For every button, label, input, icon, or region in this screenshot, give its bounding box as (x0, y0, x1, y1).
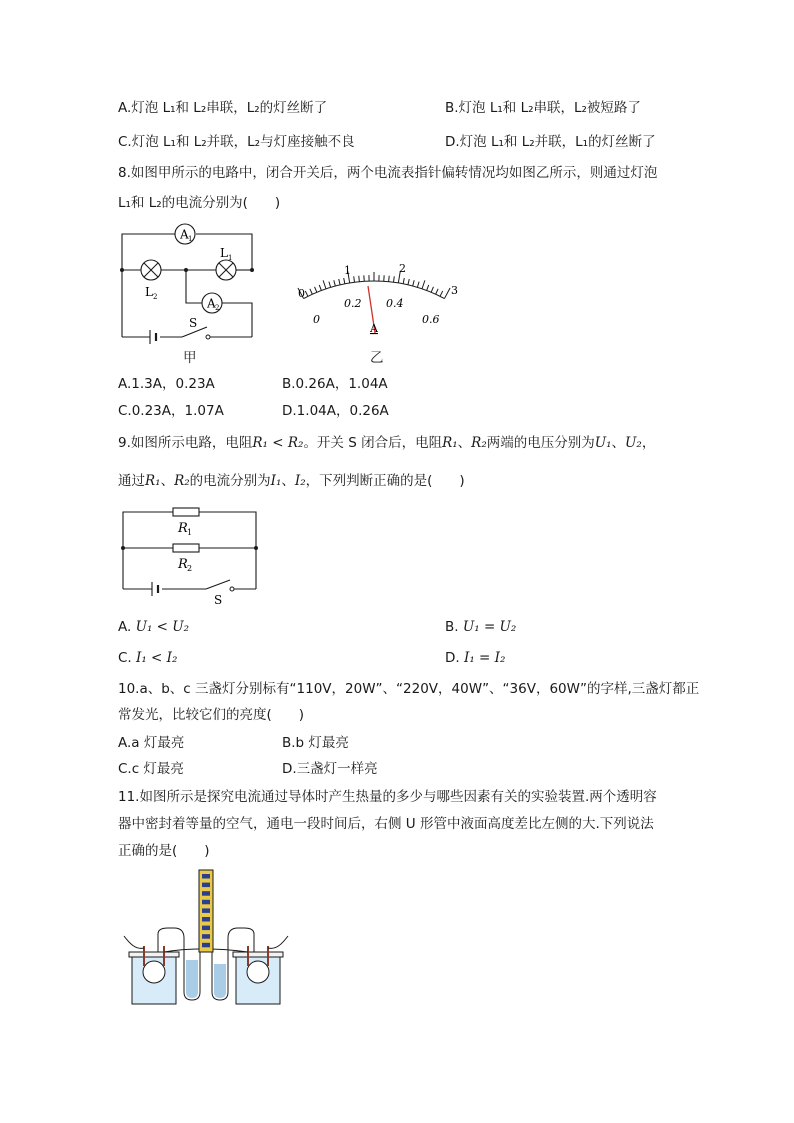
ruler-stripe (202, 883, 210, 888)
dial-tick (389, 276, 390, 282)
svg-text:A: A (207, 296, 216, 311)
top-scale-0: 0 (298, 287, 305, 300)
caption-jia: 甲 (183, 350, 197, 366)
dial-tick (310, 289, 312, 294)
q10-stem-line1: 10.a、b、c 三盏灯分别标有“110V，20W”、“220V，40W”、“36V，60W”的字样,三盏灯都正 (118, 681, 700, 697)
top-scale-1: 1 (344, 264, 351, 277)
q7-option-a: A.灯泡 L₁和 L₂串联，L₂的灯丝断了 (118, 100, 328, 116)
svg-text:1: 1 (187, 528, 193, 537)
dial-unit-a: A (370, 322, 378, 335)
label-switch-s: S (214, 593, 223, 607)
dial-tick (427, 285, 429, 291)
dial-tick (305, 291, 308, 296)
ammeter-dial-yi (286, 256, 466, 336)
dial-tick (403, 278, 404, 284)
dial-tick (329, 282, 331, 288)
heat-experiment-apparatus (118, 868, 294, 1008)
label-l2: L (145, 285, 153, 299)
svg-text:A: A (180, 227, 189, 242)
q11-stem-line3: 正确的是( ) (118, 843, 210, 859)
ammeter-a2 (202, 293, 222, 313)
dial-tick (413, 280, 415, 286)
q9-option-a: A. U₁ < U₂ (118, 619, 190, 635)
left-resistor-coil (143, 961, 165, 983)
q10-option-c: C.c 灯最亮 (118, 761, 184, 777)
ruler-stripe (202, 934, 210, 939)
circuit-diagram-q9 (118, 502, 263, 607)
top-scale-3: 3 (451, 284, 458, 297)
q8-option-a: A.1.3A，0.23A (118, 376, 215, 392)
dial-tick (436, 289, 438, 294)
dial-tick (417, 282, 419, 288)
ruler-stripe (202, 891, 210, 896)
resistor-r1 (173, 508, 199, 516)
q8-stem-line2: L₁和 L₂的电流分别为( ) (118, 195, 281, 211)
svg-text:2: 2 (187, 564, 193, 573)
q10-option-b: B.b 灯最亮 (282, 735, 349, 751)
svg-text:2: 2 (215, 304, 220, 312)
q7-option-d: D.灯泡 L₁和 L₂并联，L₁的灯丝断了 (445, 134, 656, 150)
q8-option-c: C.0.23A，1.07A (118, 403, 224, 419)
bottom-scale-0-4: 0.4 (386, 297, 404, 310)
ruler-stripe (202, 874, 210, 879)
dial-tick (422, 280, 425, 289)
lamp-l1 (216, 260, 236, 280)
ruler-stripe (202, 908, 210, 913)
q9-stem-line2: 通过R₁、R₂的电流分别为I₁、I₂，下列判断正确的是( ) (118, 473, 465, 489)
ruler-stripe (202, 926, 210, 931)
ammeter-a1 (175, 224, 195, 244)
dial-tick (315, 287, 317, 293)
q9-option-b: B. U₁ = U₂ (445, 619, 517, 635)
dial-tick (319, 285, 321, 291)
label-r1: R (178, 521, 188, 536)
bottom-scale-0-6: 0.6 (422, 313, 440, 326)
dial-tick (334, 280, 336, 286)
dial-tick (444, 288, 450, 299)
q8-stem-line1: 8.如图甲所示的电路中，闭合开关后，两个电流表指针偏转情况均如图乙所示，则通过灯泡 (118, 165, 658, 181)
svg-text:2: 2 (153, 293, 158, 301)
dial-tick (339, 279, 340, 285)
q9-stem-line1: 9.如图所示电路，电阻R₁ < R₂。开关 S 闭合后，电阻R₁、R₂两端的电压分别为U₁、U₂， (118, 435, 656, 451)
lamp-l2 (141, 260, 161, 280)
q11-stem-line2: 器中密封着等量的空气，通电一段时间后，右侧 U 形管中液面高度差比左侧的大.下列说法 (118, 816, 654, 832)
dial-tick (344, 278, 345, 284)
label-switch-s: S (189, 316, 198, 330)
circuit-diagram-jia (112, 222, 262, 368)
dial-tick (431, 287, 433, 293)
bottom-scale-0: 0 (313, 313, 320, 326)
caption-yi: 乙 (370, 350, 384, 366)
q10-option-d: D.三盏灯一样亮 (282, 761, 378, 777)
dial-tick (323, 280, 326, 289)
q9-option-c: C. I₁ < I₂ (118, 650, 178, 666)
ruler-stripe (202, 943, 210, 948)
dial-scale (298, 271, 450, 298)
q8-option-d: D.1.04A，0.26A (282, 403, 389, 419)
q11-stem-line1: 11.如图所示是探究电流通过导体时产生热量的多少与哪些因素有关的实验装置.两个透明容 (118, 789, 657, 805)
label-r2: R (178, 557, 188, 572)
svg-text:1: 1 (188, 235, 193, 243)
bottom-scale-0-2: 0.2 (344, 297, 362, 310)
q8-option-b: B.0.26A，1.04A (282, 376, 388, 392)
top-scale-2: 2 (399, 262, 406, 275)
ruler-stripe (202, 900, 210, 905)
q10-stem-line2: 常发光，比较它们的亮度( ) (118, 707, 305, 723)
dial-tick (354, 276, 355, 282)
svg-text:1: 1 (228, 254, 233, 262)
right-resistor-coil (247, 961, 269, 983)
q7-option-c: C.灯泡 L₁和 L₂并联，L₂与灯座接触不良 (118, 134, 355, 150)
dial-tick (359, 276, 360, 282)
label-l1: L (220, 246, 228, 260)
q9-option-d: D. I₁ = I₂ (445, 650, 506, 666)
ruler-stripe (202, 917, 210, 922)
dial-tick (408, 279, 409, 285)
dial-tick (393, 276, 394, 282)
resistor-r2 (173, 544, 199, 552)
q7-option-b: B.灯泡 L₁和 L₂串联，L₂被短路了 (445, 100, 641, 116)
q10-option-a: A.a 灯最亮 (118, 735, 185, 751)
dial-tick (440, 291, 443, 296)
